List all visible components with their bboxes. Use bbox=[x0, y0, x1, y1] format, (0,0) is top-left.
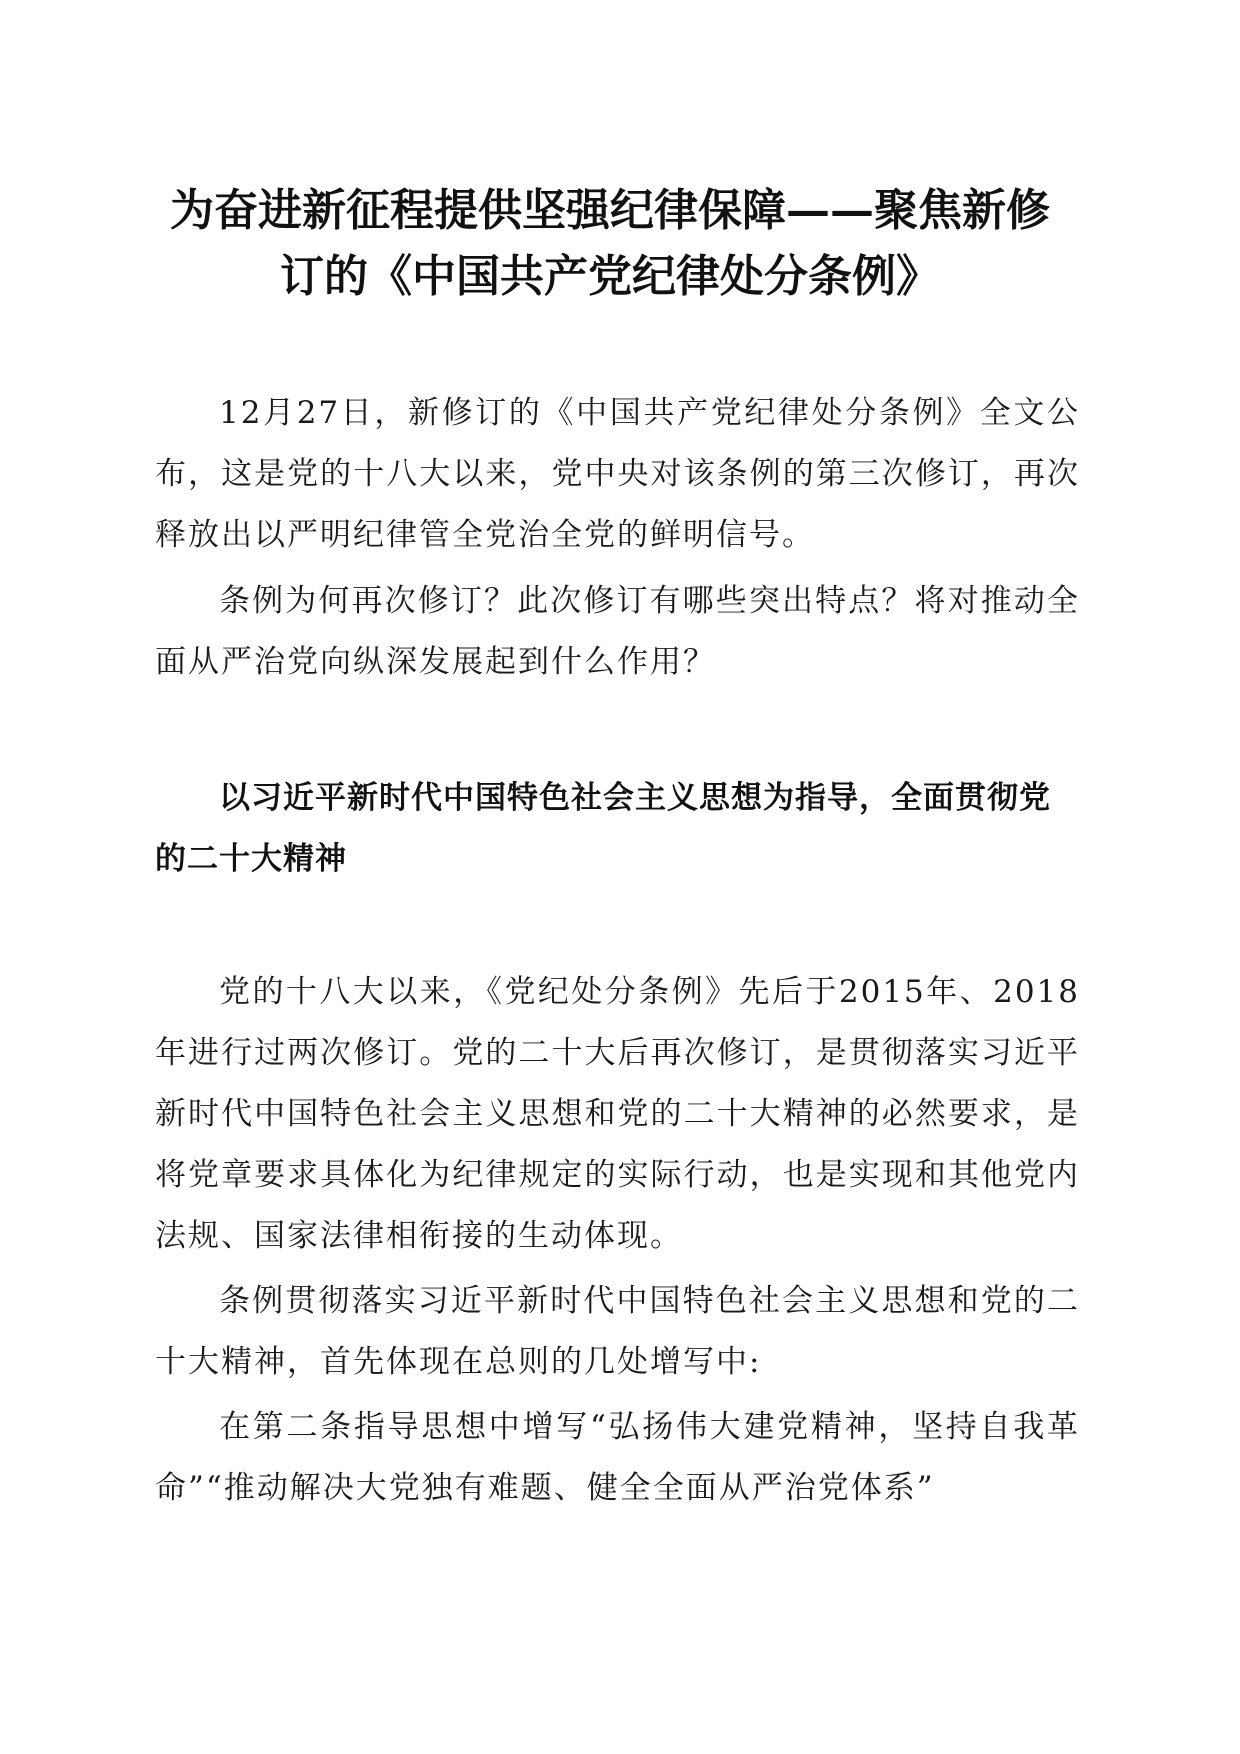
title-line-1: 为奋进新征程提供坚强纪律保障——聚焦新修 bbox=[170, 185, 1050, 236]
paragraph-questions: 条例为何再次修订？此次修订有哪些突出特点？将对推动全面从严治党向纵深发展起到什么作用？ bbox=[155, 583, 1080, 680]
paragraph-general-provisions: 条例贯彻落实习近平新时代中国特色社会主义思想和党的二十大精神，首先体现在总则的几处增写中: bbox=[155, 1283, 1080, 1380]
paragraph-revision-history: 党的十八大以来，《党纪处分条例》先后于2015年、2018年进行过两次修订。党的二十大后再次修订，是贯彻落实习近平新时代中国特色社会主义思想和党的二十大精神的必然要求，是将党章要求具体化为纪律规定的实际行动，也是实现和其他党内法规、国家法律相衔接的生动体现。 bbox=[155, 974, 1080, 1254]
section-heading: 以习近平新时代中国特色社会主义思想为指导，全面贯彻党的二十大精神 bbox=[155, 780, 1051, 877]
title-line-2: 订的《中国共产党纪律处分条例》 bbox=[280, 251, 940, 302]
document-title bbox=[140, 178, 1080, 310]
paragraph-article-two: 在第二条指导思想中增写“弘扬伟大建党精神，坚持自我革命”“推动解决大党独有难题、健全全面从严治党体系” bbox=[155, 1409, 1080, 1506]
paragraph-intro: 12月27日，新修订的《中国共产党纪律处分条例》全文公布，这是党的十八大以来，党中央对该条例的第三次修订，再次释放出以严明纪律管全党治全党的鲜明信号。 bbox=[155, 395, 1080, 553]
